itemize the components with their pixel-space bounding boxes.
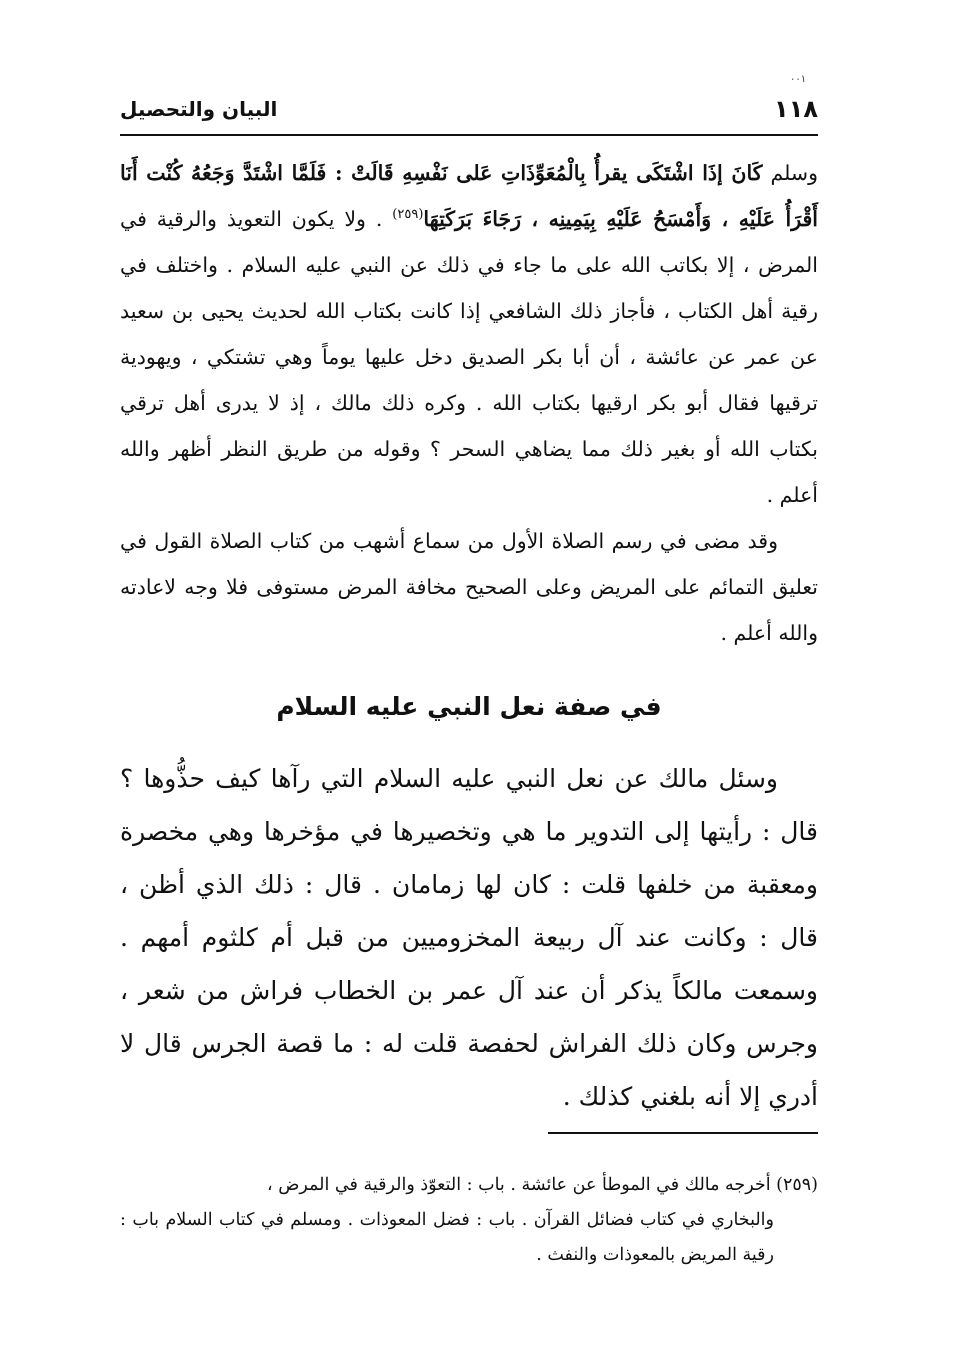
body-section-2: [120, 752, 818, 1123]
paragraph-1: [120, 150, 818, 518]
section-title: في صفة نعل النبي عليه السلام: [276, 692, 662, 721]
paragraph-1-start: وسلم: [762, 161, 818, 185]
running-title: البيان والتحصيل: [120, 97, 278, 121]
page-number: ١١٨: [774, 95, 818, 123]
paragraph-1-rest: . ولا يكون التعويذ والرقية في المرض ، إلا بكاتب الله على ما جاء في ذلك عن النبي عليه السلام . واختلف في رقية أهل الكتاب ، فأجاز ذلك الشافعي إذا كانت بكتاب الله لحديث يحيى بن سعيد عن عمر عن عائشة ، أن أبا بكر الصديق دخل عليها يوماً وهي تشتكي ، ويهودية ترقيها فقال أبو بكر ارقيها بكتاب الله . وكره ذلك مالك ، إذ لا يدرى أهل ترقي بكتاب الله أو بغير ذلك مما يضاهي السحر ؟ وقوله من طريق النظر أظهر والله أعلم .: [120, 207, 818, 507]
header-rule: [120, 134, 818, 136]
paragraph-3: وسئل مالك عن نعل النبي عليه السلام التي رآها كيف حذُّوها ؟ قال : رأيتها إلى التدوير ما هي وتخصيرها في مؤخرها وهي مخصرة ومعقبة من خلفها قلت : كان لها زمامان . قال : ذلك الذي أظن ، قال : وكانت عند آل ربيعة المخزوميين من قبل أم كلثوم أمهم . وسمعت مالكاً يذكر أن عند آل عمر بن الخطاب فراش من شعر ، وجرس وكان ذلك الفراش لحفصة قلت له : ما قصة الجرس قال لا أدري إلا أنه بلغني كذلك .: [120, 764, 818, 1111]
body-section-1: [120, 150, 818, 656]
footnote-rule: [548, 1132, 818, 1134]
hadith-quote: كَانَ إذَا اشْتَكَى يقرأُ بِالْمُعَوِّذَاتِ عَلى نَفْسِهِ قَالَتْ : فَلَمَّا اشْتَدَّ وَجَعُهُ كُنْت أَنَا أَقْرَأُ عَلَيْهِ ، وَأَمْسَحُ عَلَيْهِ بِيَمِينِه ، رَجَاءَ بَرَكَتِهَا: [120, 161, 819, 231]
corner-mark: ٠٠١: [790, 74, 807, 85]
footnote-reference: (٢٥٩): [392, 207, 424, 223]
paragraph-2: وقد مضى في رسم الصلاة الأول من سماع أشهب من كتاب الصلاة القول في تعليق التمائم على المريض وعلى الصحيح مخافة المرض مستوفى فلا وجه لاعادته والله أعلم .: [120, 529, 818, 645]
footnote-line-1: (٢٥٩) أخرجه مالك في الموطأ عن عائشة . باب : التعوّذ والرقية في المرض ،: [267, 1175, 818, 1195]
footnote-line-2: والبخاري في كتاب فضائل القرآن . باب : فضل المعوذات . ومسلم في كتاب السلام باب : رقية المريض بالمعوذات والنفث .: [120, 1210, 774, 1265]
footnote: [120, 1168, 818, 1273]
page-header: [120, 92, 818, 126]
